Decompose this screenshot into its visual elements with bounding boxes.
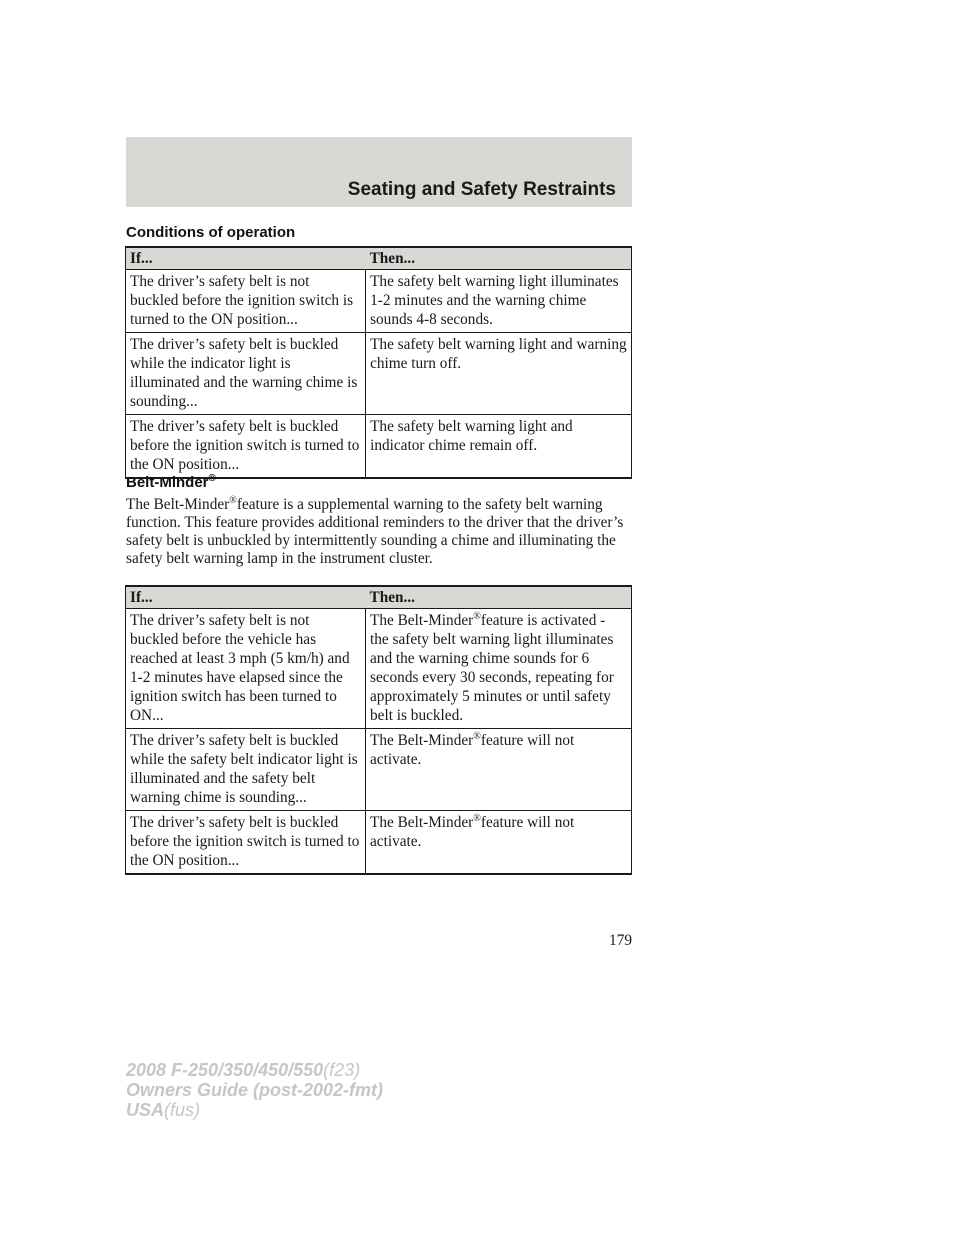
registered-mark: ®	[229, 494, 237, 506]
footer-line-market	[126, 1100, 383, 1120]
footer-market-code: (fus)	[164, 1100, 201, 1120]
registered-mark: ®	[473, 812, 481, 824]
footer-market: USA	[126, 1100, 165, 1120]
table-row	[126, 729, 632, 811]
table-header-row	[126, 247, 632, 270]
then-lead: The Belt-Minder	[370, 732, 474, 749]
conditions-table	[125, 246, 632, 479]
table-cell-if: The driver’s safety belt is not buckled before the vehicle has reached at least 3 mph (5 km/h) and 1-2 minutes have elapsed since the ignition switch has been turned to ON...	[126, 609, 366, 729]
column-header-then: Then...	[366, 586, 632, 609]
footer-guide: Owners Guide (post-2002-fmt)	[126, 1080, 384, 1100]
table-row	[126, 415, 632, 479]
belt-minder-heading	[126, 473, 216, 491]
table-row	[126, 609, 632, 729]
footer-model: 2008 F-250/350/450/550	[126, 1060, 324, 1080]
belt-minder-heading-text: Belt-Minder	[126, 474, 209, 491]
footer-line-model	[126, 1060, 383, 1080]
table-cell-then	[366, 609, 632, 729]
column-header-then: Then...	[366, 247, 632, 270]
then-body: feature is activated - the safety belt warning light illuminates and the warning chime sounds for 6 seconds every 30 seconds, repeating for approximately 5 minutes or until safety belt is buckled.	[370, 612, 614, 724]
conditions-heading: Conditions of operation	[126, 224, 296, 241]
table-header-row	[126, 586, 632, 609]
registered-mark: ®	[473, 730, 481, 742]
table-cell-then: The safety belt warning light and warning chime turn off.	[366, 333, 632, 415]
table-row	[126, 333, 632, 415]
belt-minder-table	[125, 585, 632, 875]
description-lead: The Belt-Minder	[126, 496, 230, 513]
footer-line-guide	[126, 1080, 383, 1100]
table-cell-if: The driver’s safety belt is buckled before the ignition switch is turned to the ON position...	[126, 811, 366, 875]
registered-mark: ®	[473, 610, 481, 622]
table-cell-then: The safety belt warning light illuminates 1-2 minutes and the warning chime sounds 4-8 seconds.	[366, 270, 632, 333]
table-cell-if: The driver’s safety belt is buckled while the indicator light is illuminated and the warning chime is sounding...	[126, 333, 366, 415]
column-header-if: If...	[126, 247, 366, 270]
table-cell-then	[366, 811, 632, 875]
table-cell-if: The driver’s safety belt is buckled before the ignition switch is turned to the ON position...	[126, 415, 366, 479]
column-header-if: If...	[126, 586, 366, 609]
page-number: 179	[609, 932, 632, 949]
table-row	[126, 270, 632, 333]
table-cell-if: The driver’s safety belt is not buckled before the ignition switch is turned to the ON position...	[126, 270, 366, 333]
belt-minder-description	[126, 496, 632, 568]
table-cell-then	[366, 729, 632, 811]
then-body: feature will not activate.	[370, 732, 575, 768]
description-body: feature is a supplemental warning to the safety belt warning function. This feature provides additional reminders to the driver that the driver’s safety belt is unbuckled by intermittently sounding a chime and illuminating the safety belt warning lamp in the instrument cluster.	[126, 496, 624, 567]
then-lead: The Belt-Minder	[370, 612, 474, 629]
section-header-title: Seating and Safety Restraints	[347, 179, 616, 200]
registered-mark: ®	[208, 473, 216, 484]
footer-model-code: (f23)	[323, 1060, 361, 1080]
then-lead: The Belt-Minder	[370, 814, 474, 831]
table-row	[126, 811, 632, 875]
table-cell-then: The safety belt warning light and indicator chime remain off.	[366, 415, 632, 479]
table-cell-if: The driver’s safety belt is buckled while the safety belt indicator light is illuminated and the safety belt warning chime is sounding...	[126, 729, 366, 811]
then-body: feature will not activate.	[370, 814, 575, 850]
document-footer	[126, 1060, 383, 1120]
section-header-band	[126, 137, 632, 207]
